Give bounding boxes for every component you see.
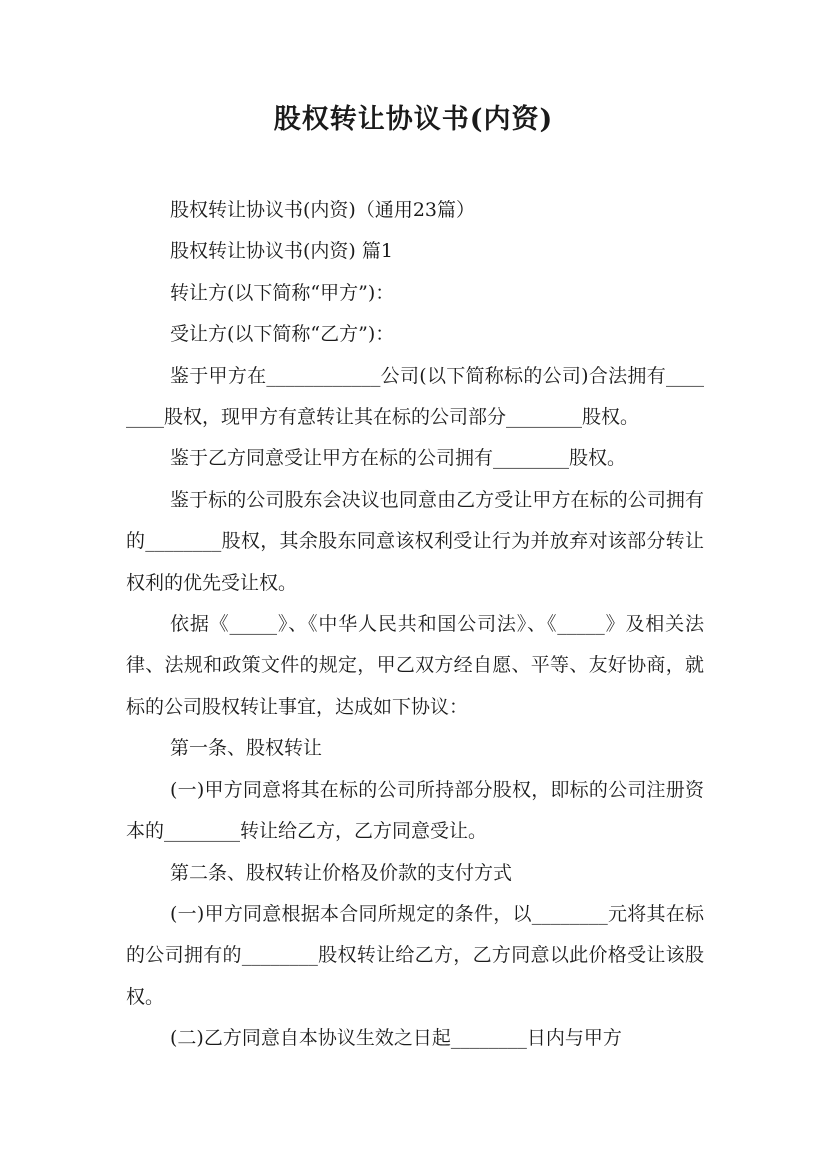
document-body [126, 190, 704, 1060]
paragraph: 转让方(以下简称“甲方”)： [170, 281, 395, 304]
paragraph: 受让方(以下简称“乙方”)： [170, 323, 395, 346]
paragraph: 鉴于标的公司股东会决议也同意由乙方受让甲方在标的公司拥有的________股权，其余股东同意该权利受让行为并放弃对该部分转让权利的优先受让权。 [126, 488, 704, 594]
paragraph: (一)甲方同意将其在标的公司所持部分股权，即标的公司注册资本的________转让给乙方，乙方同意受让。 [126, 778, 704, 843]
paragraph: 鉴于甲方在____________公司(以下简称标的公司)合法拥有________股权，现甲方有意转让其在标的公司部分________股权。 [126, 364, 704, 429]
section-heading: 第二条、股权转让价格及价款的支付方式 [170, 861, 513, 884]
section-heading: 第一条、股权转让 [170, 737, 323, 760]
paragraph: 股权转让协议书(内资) 篇1 [170, 240, 393, 263]
paragraph: 股权转让协议书(内资)（通用23篇） [170, 199, 476, 221]
paragraph: 依据《_____》、《中华人民共和国公司法》、《_____》及相关法律、法规和政策文件的规定，甲乙双方经自愿、平等、友好协商，就标的公司股权转让事宜，达成如下协议： [126, 613, 704, 718]
document-title: 股权转让协议书(内资) [273, 104, 554, 135]
paragraph: 鉴于乙方同意受让甲方在标的公司拥有________股权。 [170, 447, 627, 470]
paragraph: (二)乙方同意自本协议生效之日起________日内与甲方 [170, 1027, 622, 1050]
paragraph: (一)甲方同意根据本合同所规定的条件，以________元将其在标的公司拥有的________股权转让给乙方，乙方同意以此价格受让该股权。 [126, 902, 704, 1008]
